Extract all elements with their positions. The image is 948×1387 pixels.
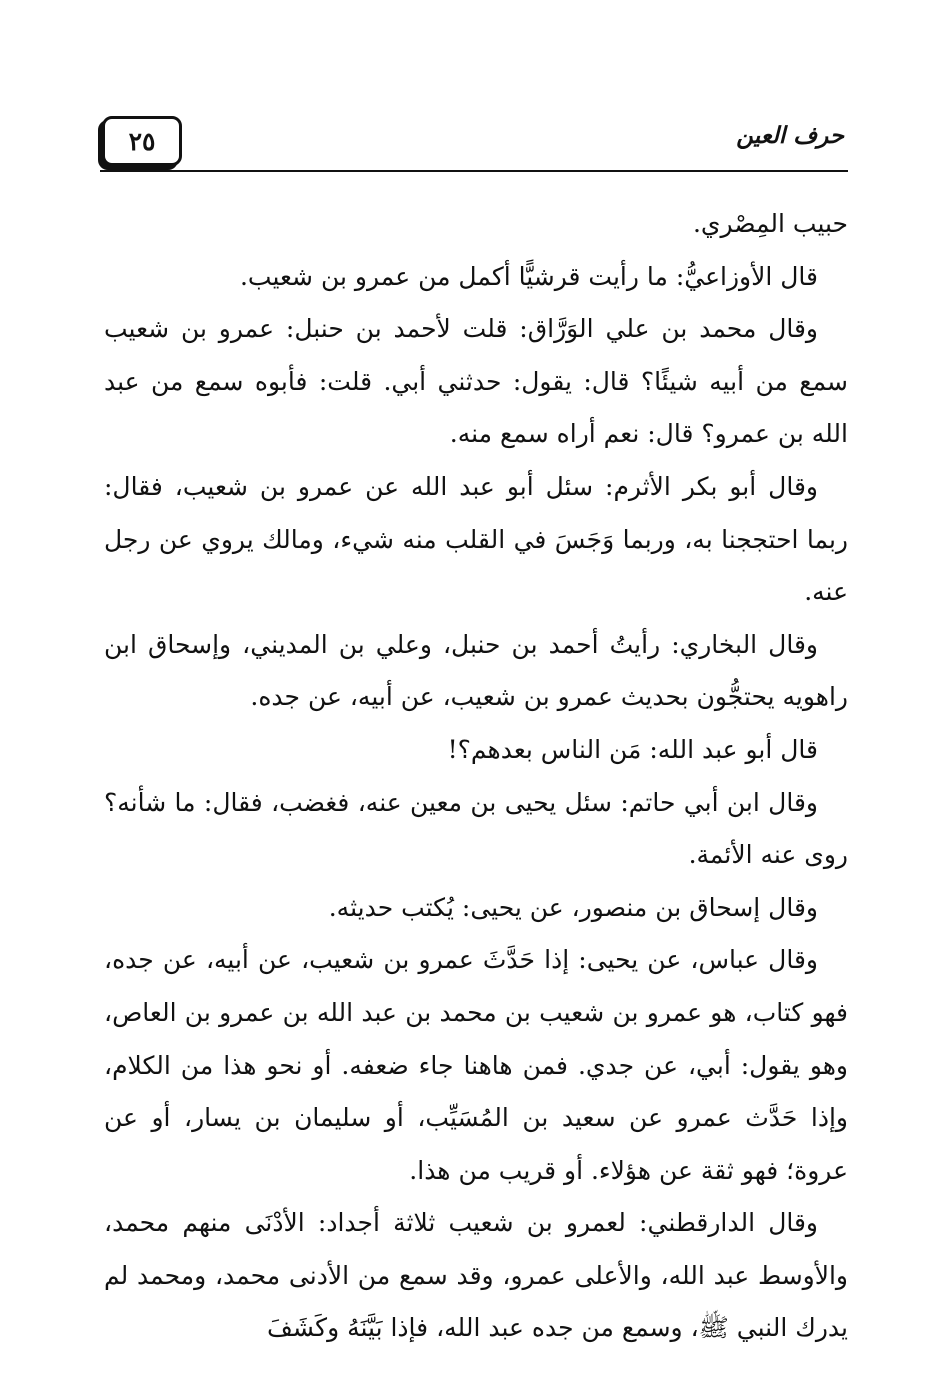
paragraph: قال الأوزاعيُّ: ما رأيت قرشيًّا أكمل من عمرو بن شعيب. [239, 261, 818, 291]
page-number: ٢٥ [102, 116, 182, 166]
paragraph: حبيب المِصْري. [692, 209, 848, 238]
paragraph: وقال محمد بن علي الوَرَّاق: قلت لأحمد بن حنبل: عمرو بن شعيب سمع من أبيه شيئًا؟ قال: يقول: حدثني أبي. قلت: فأبوه سمع من عبد الله بن عمرو؟ قال: نعم أراه سمع منه. [104, 314, 848, 449]
header-divider [100, 170, 848, 172]
page-body [104, 198, 848, 1355]
page-header [100, 108, 848, 170]
chapter-title: حرف العين [736, 122, 844, 149]
paragraph: وقال الدارقطني: لعمرو بن شعيب ثلاثة أجداد: الأدْنَى منهم محمد، والأوسط عبد الله، والأعلى عمرو، وقد سمع من الأدنى محمد، ومحمد لم يدرك النبي ﷺ، وسمع من جده عبد الله، فإذا بَيَّنَهُ وكَشَفَ [104, 1208, 848, 1343]
paragraph: وقال ابن أبي حاتم: سئل يحيى بن معين عنه، فغضب، فقال: ما شأنه؟ روى عنه الأئمة. [104, 787, 848, 870]
paragraph: وقال أبو بكر الأثرم: سئل أبو عبد الله عن عمرو بن شعيب، فقال: ربما احتججنا به، وربما وَجَسَ في القلب منه شيء، ومالك يروي عن رجل عنه. [104, 471, 848, 607]
paragraph: قال أبو عبد الله: مَن الناس بعدهم؟! [447, 734, 818, 764]
paragraph: وقال عباس، عن يحيى: إذا حَدَّثَ عمرو بن شعيب، عن أبيه، عن جده، فهو كتاب، هو عمرو بن شعيب بن محمد بن عبد الله بن عمرو بن العاص، وهو يقول: أبي، عن جدي. فمن هاهنا جاء ضعفه. أو نحو هذا من الكلام، وإذا حَدَّث عمرو عن سعيد بن المُسَيِّب، أو سليمان بن يسار، أو عن عروة؛ فهو ثقة عن هؤلاء. أو قريب من هذا. [104, 945, 848, 1185]
paragraph: وقال البخاري: رأيتُ أحمد بن حنبل، وعلي بن المديني، وإسحاق ابن راهويه يحتجُّون بحديث عمرو بن شعيب، عن أبيه، عن جده. [104, 629, 848, 712]
paragraph: وقال إسحاق بن منصور، عن يحيى: يُكتب حديثه. [328, 892, 818, 922]
